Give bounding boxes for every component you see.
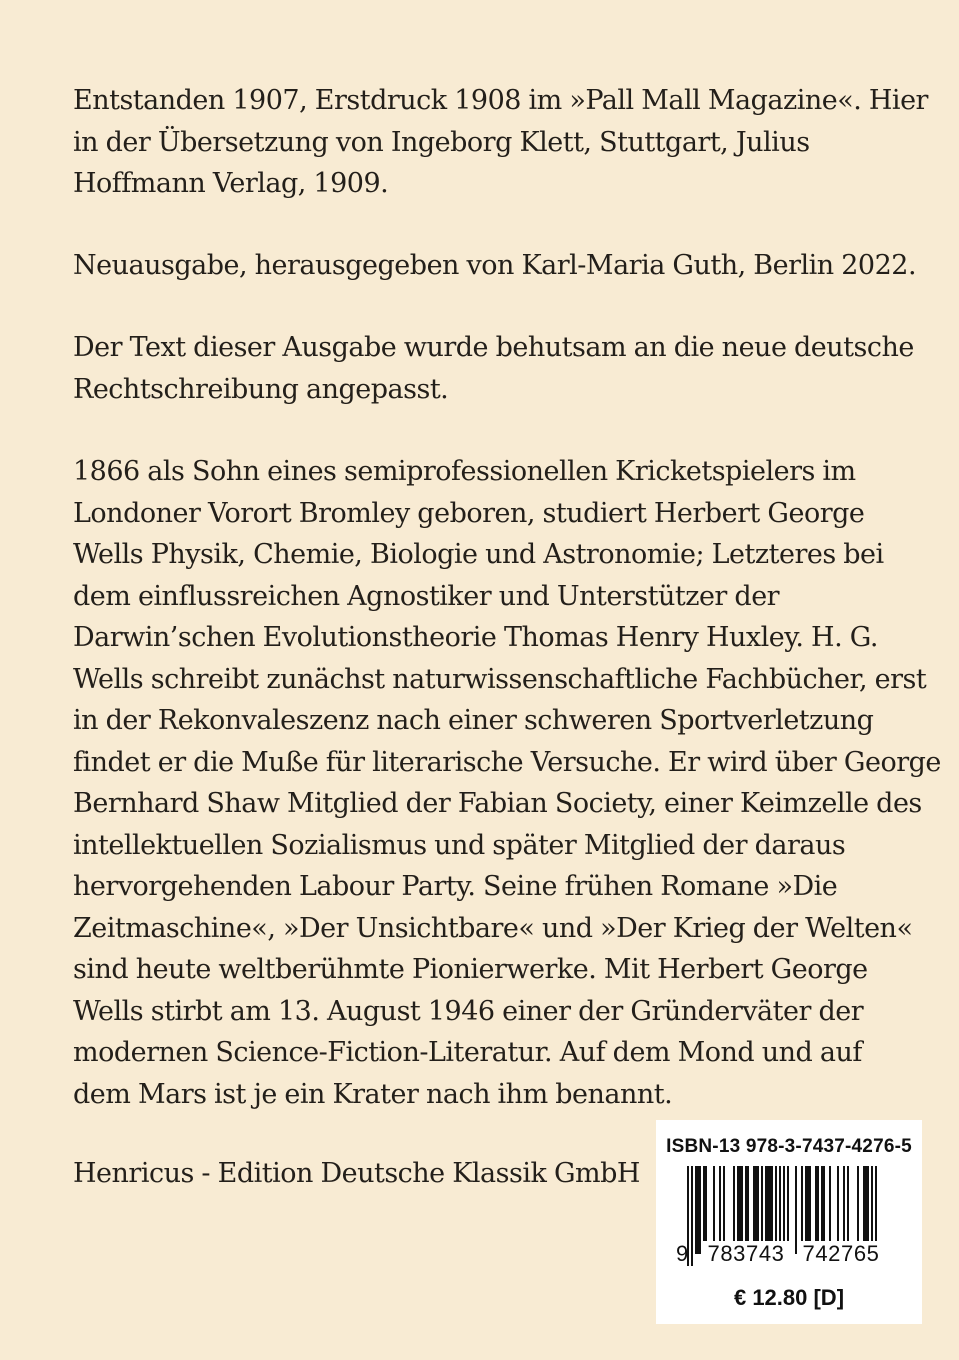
price-label: € 12.80 [D] <box>733 1285 845 1310</box>
text-line: Der Text dieser Ausgabe wurde behutsam an die neue deutsche <box>73 332 914 363</box>
text-line: Rechtschreibung angepasst. <box>73 373 449 405</box>
text-line: in der Übersetzung von Ingeborg Klett, Stuttgart, Julius <box>73 126 810 158</box>
barcode-guard-bar <box>691 1166 693 1266</box>
publisher-name <box>73 1153 640 1195</box>
text-line: modernen Science-Fiction-Literatur. Auf dem Mond und auf <box>73 1037 862 1068</box>
text-line: 1866 als Sohn eines semiprofessionellen Kricketspielers im <box>73 456 856 487</box>
ean-left-digits: 783743 <box>702 1241 790 1267</box>
text-line: findet er die Muße für literarische Versuche. Er wird über George <box>73 746 941 778</box>
text-line: hervorgehenden Labour Party. Seine frühen Romane »Die <box>73 871 838 902</box>
isbn-label: ISBN-13 978-3-7437-4276-5 <box>666 1136 912 1157</box>
ean-first-digit: 9 <box>676 1241 689 1266</box>
text-line: Wells schreibt zunächst naturwissenschaftliche Fachbücher, erst <box>73 663 927 695</box>
text-line: Entstanden 1907, Erstdruck 1908 im »Pall Mall Magazine«. Hier <box>73 85 928 116</box>
text-line: sind heute weltberühmte Pionierwerke. Mit Herbert George <box>73 954 868 985</box>
text-line: dem Mars ist je ein Krater nach ihm benannt. <box>73 1078 673 1110</box>
edition-paragraph <box>73 245 916 287</box>
text-line: Zeitmaschine«, »Der Unsichtbare« und »Der Krieg der Welten« <box>73 912 913 944</box>
publisher-line: Henricus - Edition Deutsche Klassik GmbH <box>73 1158 640 1189</box>
ean-right-digits: 742765 <box>797 1241 885 1267</box>
text-line: Hoffmann Verlag, 1909. <box>73 168 389 199</box>
text-line: Bernhard Shaw Mitglied der Fabian Society, einer Keimzelle des <box>73 788 922 819</box>
text-line: Wells stirbt am 13. August 1946 einer der Gründerväter der <box>73 995 864 1027</box>
text-line: Darwin’schen Evolutionstheorie Thomas Henry Huxley. H. G. <box>73 622 878 653</box>
text-line: Neuausgabe, herausgegeben von Karl-Maria Guth, Berlin 2022. <box>73 250 917 281</box>
barcode-bar <box>695 1166 697 1254</box>
text-line: in der Rekonvaleszenz nach einer schweren Sportverletzung <box>73 705 874 736</box>
text-line: dem einflussreichen Agnostiker und Unterstützer der <box>73 580 780 612</box>
text-line: intellektuellen Sozialismus und später Mitglied der daraus <box>73 829 846 861</box>
barcode-panel <box>656 1120 922 1324</box>
text-line: Londoner Vorort Bromley geboren, studiert Herbert George <box>73 497 865 529</box>
text-line: Wells Physik, Chemie, Biologie und Astronomie; Letzteres bei <box>73 539 884 570</box>
barcode-bar <box>699 1166 701 1254</box>
imprint-paragraph <box>73 80 928 205</box>
barcode-bar <box>697 1166 699 1254</box>
orthography-paragraph <box>73 327 914 410</box>
author-biography <box>73 451 941 1115</box>
